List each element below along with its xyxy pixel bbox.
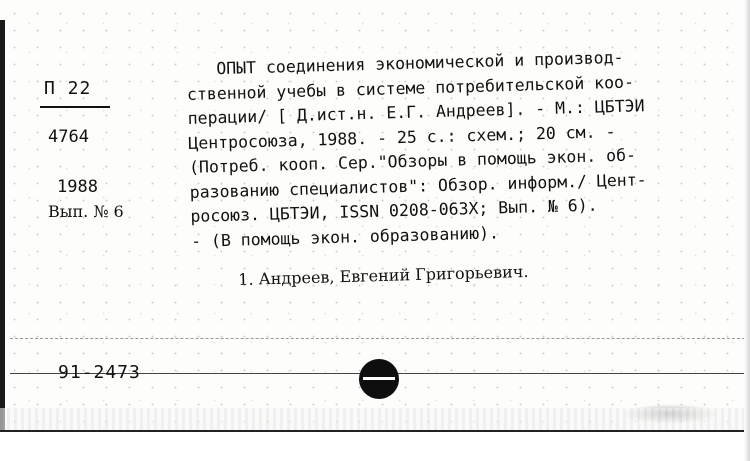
description-line: ственной учебы в системе потребительской коо- [186, 72, 635, 104]
card-left-edge [0, 20, 5, 461]
dashed-guide-line [10, 338, 750, 339]
issue-number: Вып. № 6 [48, 202, 124, 221]
description-line: Центросоюза, 1988. - 25 с.: схем.; 20 см. - [188, 121, 616, 153]
description-line: перации/ [ Д.ист.н. Е.Г. Андреев]. - М.: ЦБТЭИ [187, 96, 645, 128]
description-line: ОПЫТ соединения экономической и производ- [216, 47, 624, 79]
card-punch-hole [359, 359, 399, 399]
card-right-edge [744, 0, 750, 461]
bibliographic-description [186, 43, 731, 254]
shelf-mark-underline [40, 106, 110, 108]
inventory-number: 4764 [48, 127, 89, 147]
scan-band [0, 408, 750, 430]
author-tracing: 1. Андреев, Евгений Григорьевич. [238, 261, 529, 289]
description-line: разованию специалистов": Обзор. информ./ Цент- [189, 169, 647, 202]
description-line: (Потреб. кооп. Сер."Обзоры в помощь экон. об- [188, 145, 637, 177]
card-bottom-edge [0, 430, 750, 461]
publication-year: 1988 [57, 177, 98, 197]
shelf-mark: П 22 [44, 78, 92, 99]
description-line: росоюз. ЦБТЭИ, ISSN 0208-063X; Вып. № 6). [190, 195, 598, 226]
description-line: - (В помощь экон. образованию). [190, 222, 500, 251]
order-number: 91-2473 [58, 362, 141, 383]
